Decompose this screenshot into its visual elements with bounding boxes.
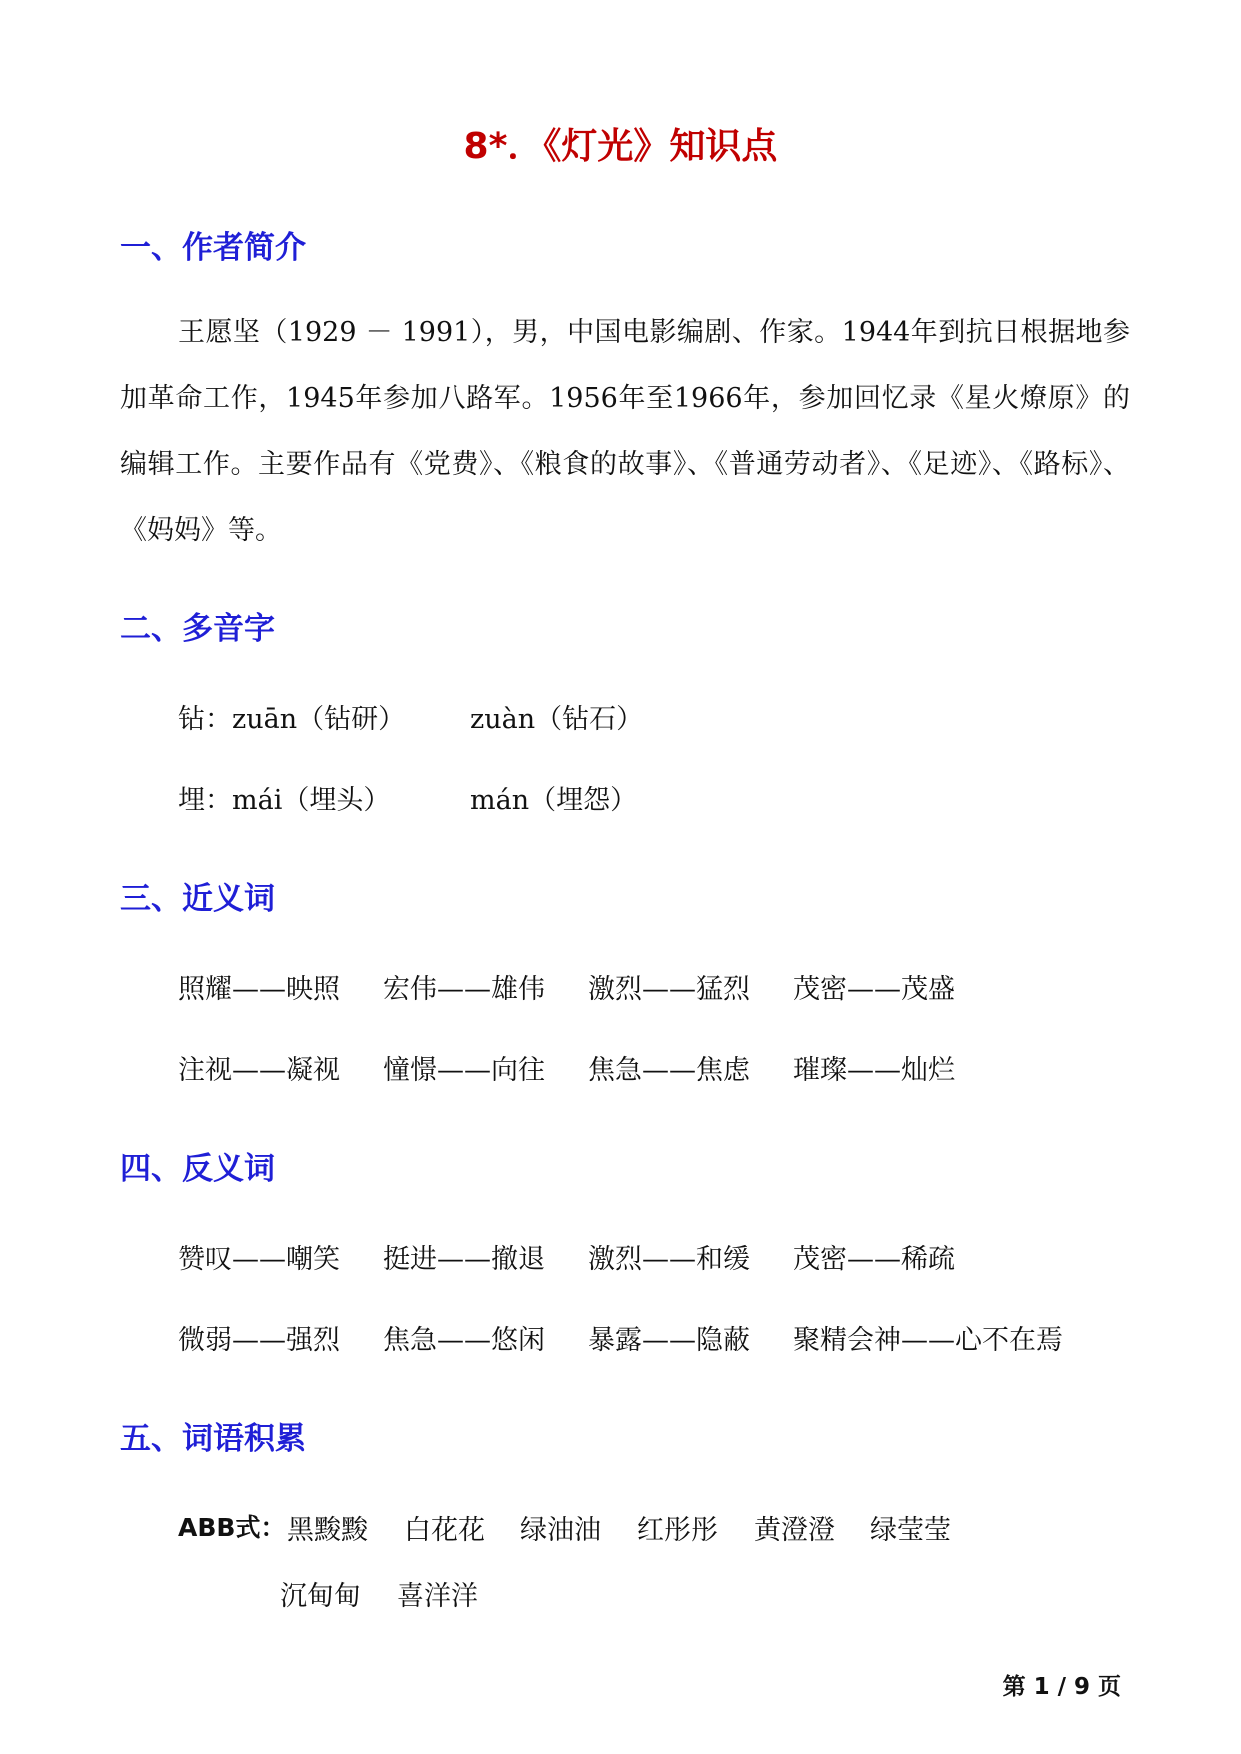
word-pair: 焦急——焦虑 xyxy=(588,1055,750,1086)
word-pair: 憧憬——向往 xyxy=(383,1055,545,1086)
abb-word: 绿莹莹 xyxy=(870,1515,951,1546)
word-pair: 挺进——撤退 xyxy=(383,1244,545,1275)
section-heading-synonyms: 三、近义词 xyxy=(120,881,275,917)
word-pair: 茂密——茂盛 xyxy=(793,974,955,1005)
page-number: 第 1 / 9 页 xyxy=(1002,1674,1121,1700)
abb-word: 黑黢黢 xyxy=(287,1515,368,1546)
polyphone-reading: zuān（钻研） xyxy=(232,704,406,735)
word-pair: 微弱——强烈 xyxy=(178,1325,340,1356)
abb-word: 白花花 xyxy=(404,1515,485,1546)
abb-word: 沉甸甸 xyxy=(280,1581,361,1612)
word-pair: 注视——凝视 xyxy=(178,1055,340,1086)
polyphone-reading: mán（埋怨） xyxy=(470,785,638,816)
word-pair: 茂密——稀疏 xyxy=(793,1244,955,1275)
word-pair: 暴露——隐蔽 xyxy=(588,1325,750,1356)
page-title: 8*．《灯光》知识点 xyxy=(463,126,778,167)
word-pair: 聚精会神——心不在焉 xyxy=(793,1325,1063,1356)
polyphone-reading: zuàn（钻石） xyxy=(470,704,644,735)
abb-word: 红彤彤 xyxy=(637,1515,718,1546)
word-pair: 照耀——映照 xyxy=(178,974,340,1005)
abb-label: ABB式： xyxy=(178,1513,286,1542)
abb-word: 喜洋洋 xyxy=(397,1581,478,1612)
word-pair: 激烈——和缓 xyxy=(588,1244,750,1275)
word-pair: 赞叹——嘲笑 xyxy=(178,1244,340,1275)
section-heading-polyphone: 二、多音字 xyxy=(120,611,275,647)
section-heading-antonyms: 四、反义词 xyxy=(120,1151,275,1187)
polyphone-reading: mái（埋头） xyxy=(232,785,391,816)
word-pair: 激烈——猛烈 xyxy=(588,974,750,1005)
section-heading-words: 五、词语积累 xyxy=(120,1421,306,1457)
section-heading-author: 一、作者简介 xyxy=(120,230,306,266)
polyphone-char: 钻： xyxy=(178,704,232,735)
word-pair: 焦急——悠闲 xyxy=(383,1325,545,1356)
abb-word: 绿油油 xyxy=(520,1515,601,1546)
abb-word: 黄澄澄 xyxy=(754,1515,835,1546)
polyphone-char: 埋： xyxy=(178,785,232,816)
word-pair: 宏伟——雄伟 xyxy=(383,974,545,1005)
author-intro-text: 王愿坚（1929 － 1991），男，中国电影编剧、作家。1944年到抗日根据地参加革命工作，1945年参加八路军。1956年至1966年，参加回忆录《星火燎原》的编辑工作。主要作品有《党费》、《粮食的故事》、《普通劳动者》、《足迹》、《路标》、《妈妈》等。 xyxy=(120,317,1130,546)
word-pair: 璀璨——灿烂 xyxy=(793,1055,955,1086)
